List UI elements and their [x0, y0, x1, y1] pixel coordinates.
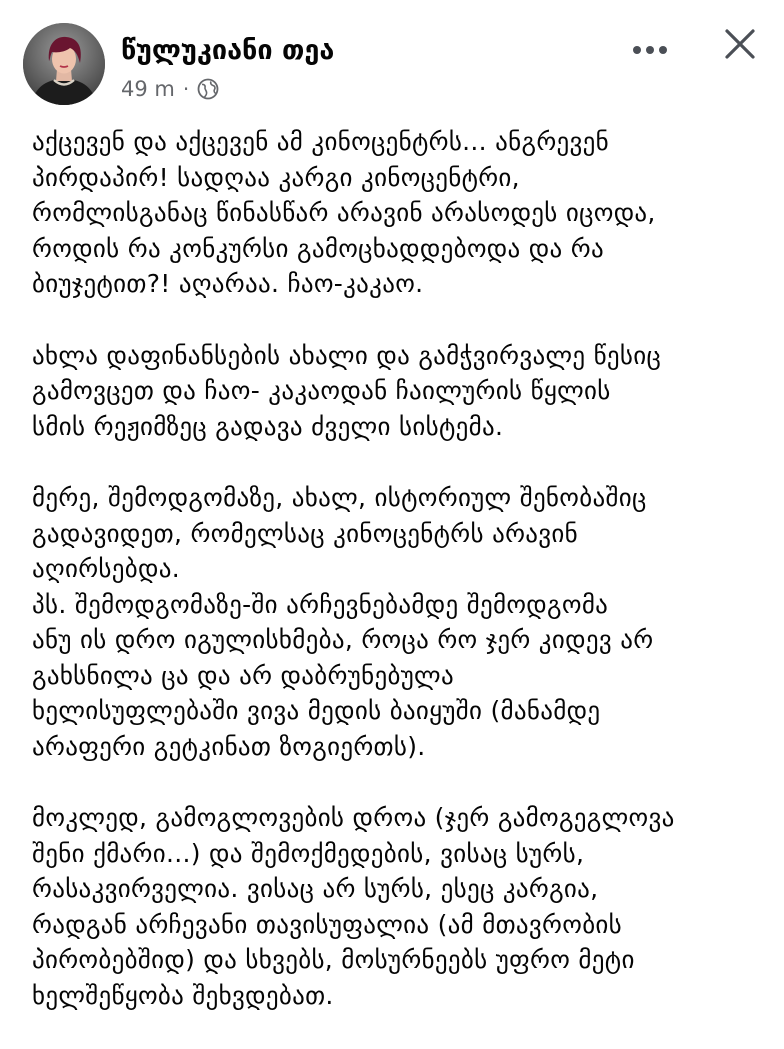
post-paragraph-2: ახლა დაფინანსების ახალი და გამჭვირვალე წესიც გამოვცეთ და ჩაო- კაკაოდან ჩაილურის წყლის სმის რეჟიმზეც გადავა ძველი სისტემა. [32, 340, 662, 441]
more-options-button[interactable] [630, 36, 670, 62]
avatar[interactable] [23, 23, 105, 105]
post-body [32, 124, 772, 1049]
post-header [0, 0, 784, 112]
post-meta [121, 76, 219, 102]
globe-icon[interactable] [197, 78, 219, 100]
more-horizontal-icon [632, 40, 668, 59]
post-paragraph-3: მერე, შემოდგომაზე, ახალ, ისტორიულ შენობაშიც გადავიდეთ, რომელსაც კინოცენტრს არავინ აღირსებდა. პს. შემოდგომაზე-ში არჩევნებამდე შემოდგომა ანუ ის დრო იგულისხმება, როცა რო ჯერ კიდევ არ გახსნილა ცა და არ დაბრუნებულა ხელისუფლებაში ვივა მედის ბაიყუში (მანამდე არაფერი გეტკინათ ზოგიერთს). [32, 483, 654, 761]
meta-separator: · [182, 77, 190, 101]
post-time[interactable]: 49 m [121, 77, 175, 101]
close-icon [723, 27, 757, 65]
post-paragraph-1: აქცევენ და აქცევენ ამ კინოცენტრს... ანგრევენ პირდაპირ! სადღაა კარგი კინოცენტრი, რომლისგანაც წინასწარ არავინ არასოდეს იცოდა, როდის რა კონკურსი გამოცხადდებოდა და რა ბიუჯეტით?! აღარაა. ჩაო-კაკაო. [32, 127, 656, 298]
close-button[interactable] [720, 26, 760, 66]
post-paragraph-4: მოკლედ, გამოგლოვების დროა (ჯერ გამოგეგლოვა შენი ქმარი...) და შემოქმედების, ვისაც სურს, რასაკვირველია. ვისაც არ სურს, ესეც კარგია, რადგან არჩევანი თავისუფალია (ამ მთავრობის პირობებშიდ) და სხვებს, მოსურნეებს უფრო მეტი ხელშეწყობა შეხვდებათ. [32, 803, 675, 1010]
author-name[interactable]: წულუკიანი თეა [121, 35, 335, 66]
